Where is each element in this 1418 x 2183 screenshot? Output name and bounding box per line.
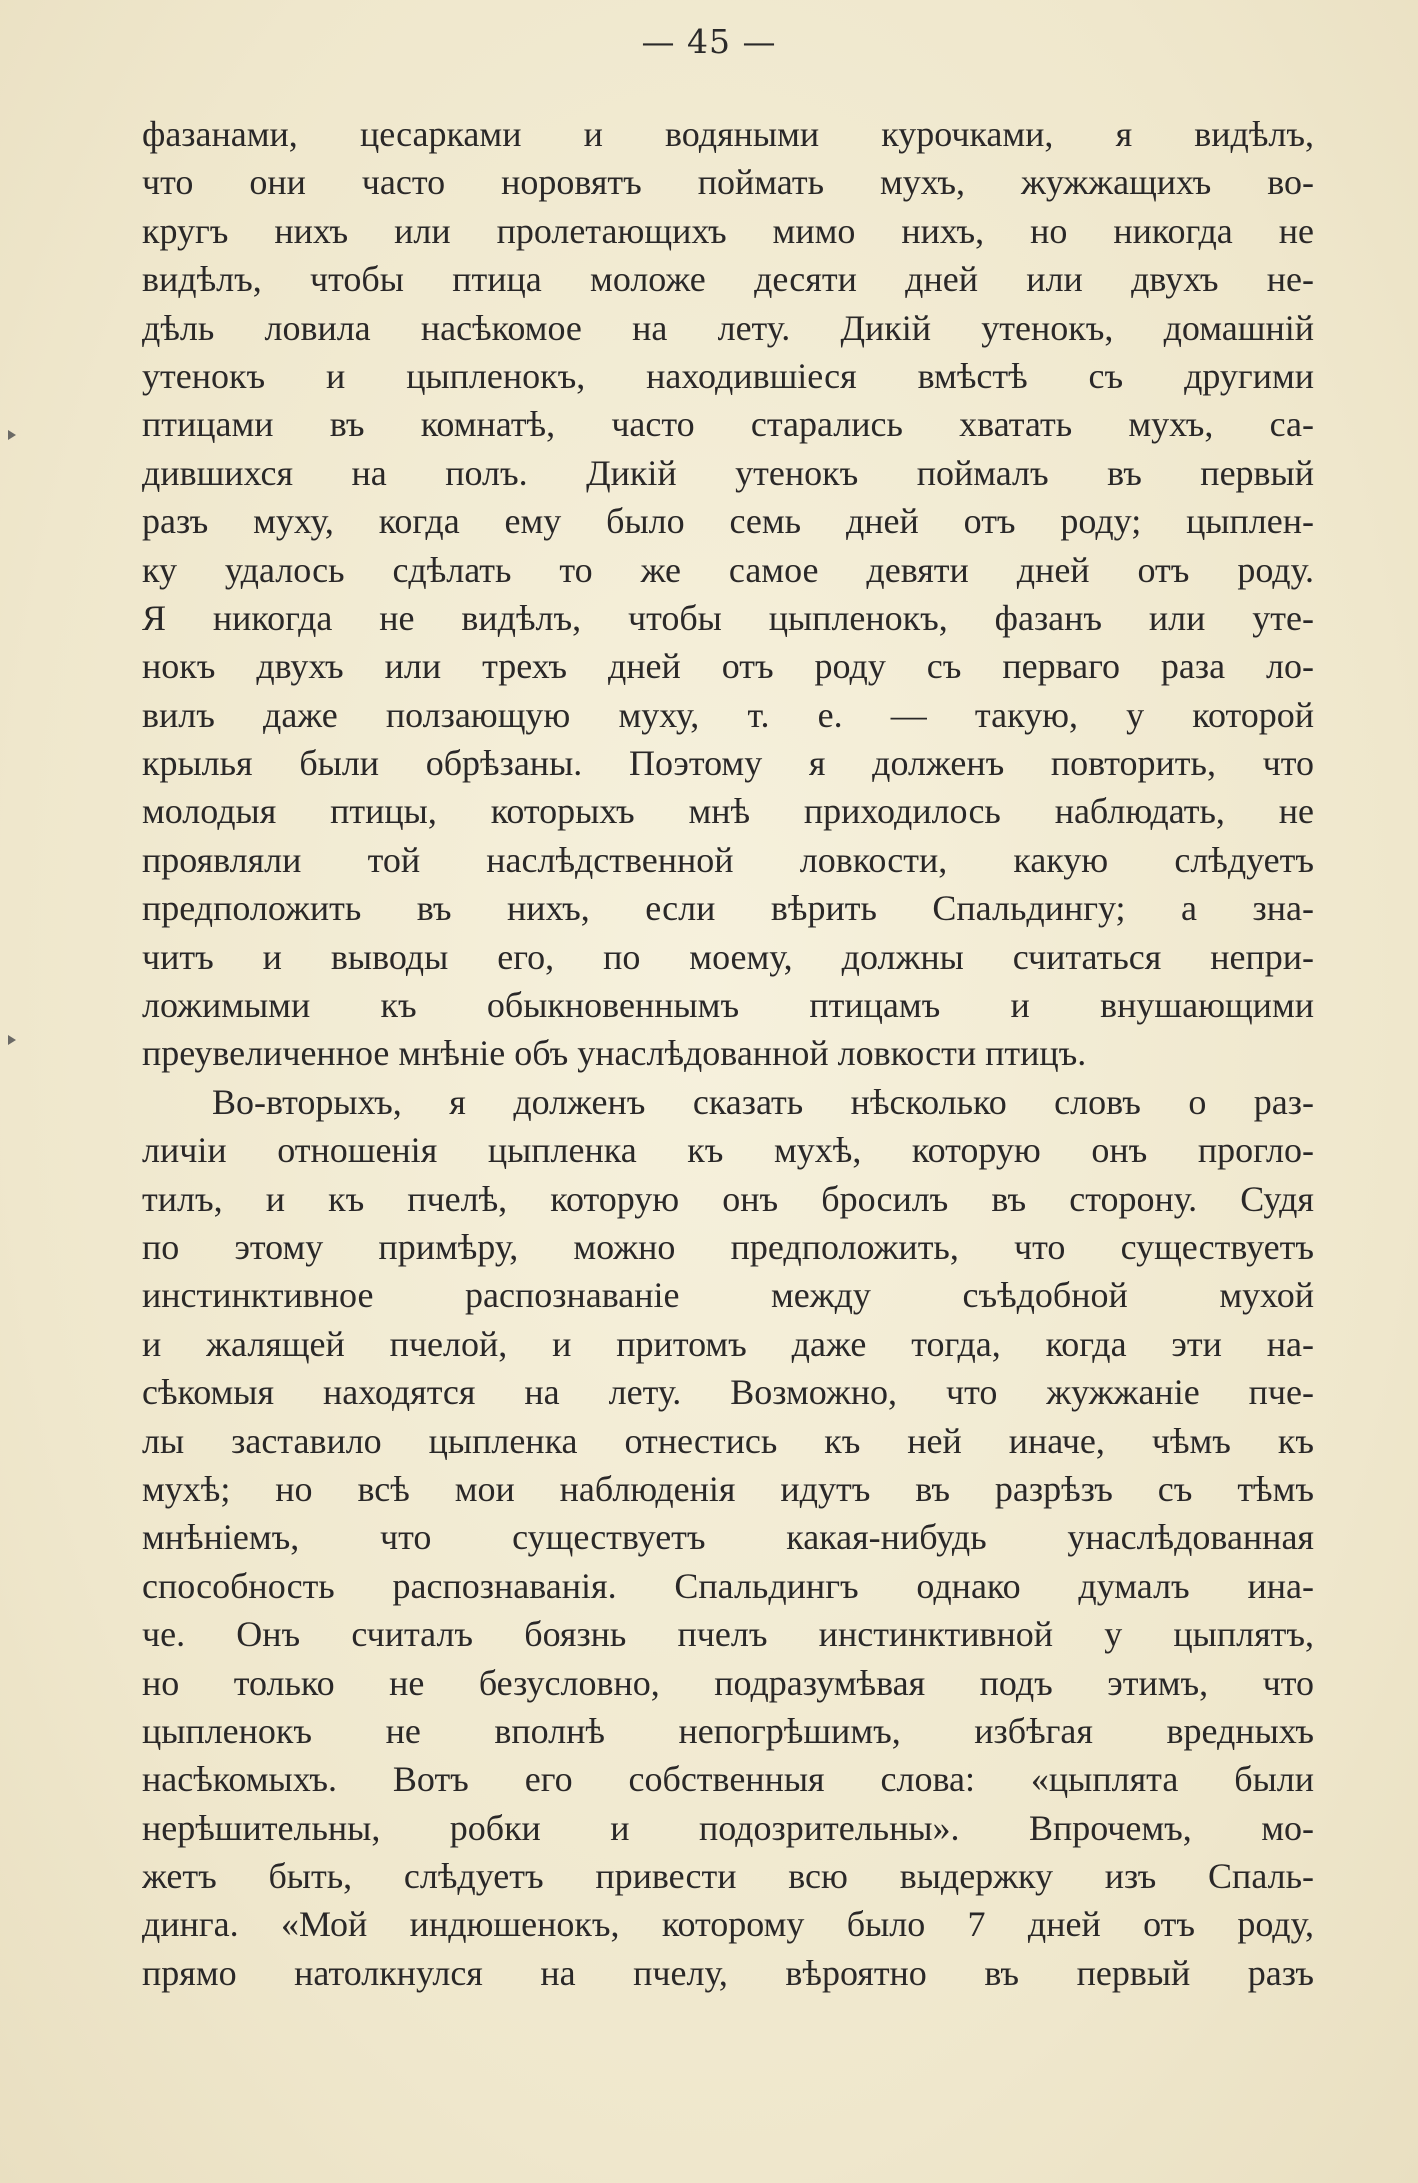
- text-line: динга. «Мой индюшенокъ, которому было 7 дней отъ роду,: [142, 1904, 1314, 1945]
- text-line: тилъ, и къ пчелѣ, которую онъ бросилъ въ сторону. Судя: [142, 1178, 1314, 1219]
- text-line: преувеличенное мнѣніе объ унаслѣдованной ловкости птицъ.: [142, 1033, 1087, 1074]
- text-line: мухѣ; но всѣ мои наблюденія идутъ въ разрѣзъ съ тѣмъ: [142, 1468, 1314, 1509]
- text-line: фазанами, цесарками и водяными курочками, я видѣлъ,: [142, 114, 1314, 154]
- text-line: разъ муху, когда ему было семь дней отъ роду; цыплен-: [142, 501, 1314, 542]
- margin-mark: [8, 430, 16, 440]
- text-line: и жалящей пчелой, и притомъ даже тогда, когда эти на-: [142, 1323, 1314, 1364]
- text-line: нерѣшительны, робки и подозрительны». Впрочемъ, мо-: [142, 1807, 1314, 1848]
- text-line: Во-вторыхъ, я долженъ сказать нѣсколько словъ о раз-: [212, 1081, 1314, 1122]
- text-line: по этому примѣру, можно предположить, что существуетъ: [142, 1226, 1314, 1267]
- text-line: личіи отношенія цыпленка къ мухѣ, которую онъ прогло-: [142, 1130, 1314, 1171]
- body-text: [142, 110, 1314, 1997]
- text-line: утенокъ и цыпленокъ, находившіеся вмѣстѣ съ другими: [142, 355, 1314, 396]
- text-line: инстинктивное распознаваніе между съѣдобной мухой: [142, 1275, 1314, 1316]
- text-line: молодыя птицы, которыхъ мнѣ приходилось наблюдать, не: [142, 791, 1314, 832]
- text-line: Я никогда не видѣлъ, чтобы цыпленокъ, фазанъ или уте-: [142, 597, 1314, 638]
- text-line: дившихся на полъ. Дикій утенокъ поймалъ въ первый: [142, 452, 1314, 493]
- text-line: что они часто норовятъ поймать мухъ, жужжащихъ во-: [142, 162, 1314, 203]
- text-line: дѣль ловила насѣкомое на лету. Дикій утенокъ, домашній: [142, 307, 1314, 348]
- text-line: читъ и выводы его, по моему, должны считаться непри-: [142, 936, 1314, 977]
- text-line: че. Онъ считалъ боязнь пчелъ инстинктивной у цыплятъ,: [142, 1614, 1314, 1655]
- text-line: ложимыми къ обыкновеннымъ птицамъ и внушающими: [142, 985, 1314, 1026]
- text-line: нокъ двухъ или трехъ дней отъ роду съ перваго раза ло-: [142, 646, 1314, 687]
- text-line: мнѣніемъ, что существуетъ какая-нибудь унаслѣдованная: [142, 1517, 1314, 1558]
- text-line: сѣкомыя находятся на лету. Возможно, что жужжаніе пче-: [142, 1372, 1314, 1413]
- text-line: птицами въ комнатѣ, часто старались хватать мухъ, са-: [142, 404, 1314, 445]
- text-line: предположить въ нихъ, если вѣрить Спальдингу; а зна-: [142, 888, 1314, 929]
- text-line: вилъ даже ползающую муху, т. е. — такую, у которой: [142, 694, 1314, 735]
- text-line: кругъ нихъ или пролетающихъ мимо нихъ, но никогда не: [142, 210, 1314, 251]
- text-line: крылья были обрѣзаны. Поэтому я долженъ повторить, что: [142, 743, 1314, 784]
- text-line: цыпленокъ не вполнѣ непогрѣшимъ, избѣгая вредныхъ: [142, 1710, 1314, 1751]
- text-line: лы заставило цыпленка отнестись къ ней иначе, чѣмъ къ: [142, 1420, 1314, 1461]
- text-line: видѣлъ, чтобы птица моложе десяти дней или двухъ не-: [142, 259, 1314, 300]
- text-line: прямо натолкнулся на пчелу, вѣроятно въ первый разъ: [142, 1952, 1314, 1993]
- text-line: но только не безусловно, подразумѣвая подъ этимъ, что: [142, 1662, 1314, 1703]
- margin-mark: [8, 1035, 16, 1045]
- text-line: жетъ быть, слѣдуетъ привести всю выдержку изъ Спаль-: [142, 1856, 1314, 1897]
- text-line: насѣкомыхъ. Вотъ его собственныя слова: «цыплята были: [142, 1759, 1314, 1800]
- text-line: ку удалось сдѣлать то же самое девяти дней отъ роду.: [142, 549, 1314, 590]
- page-number: — 45 —: [641, 22, 777, 61]
- text-line: способность распознаванія. Спальдингъ однако думалъ ина-: [142, 1565, 1314, 1606]
- text-line: проявляли той наслѣдственной ловкости, какую слѣдуетъ: [142, 839, 1314, 880]
